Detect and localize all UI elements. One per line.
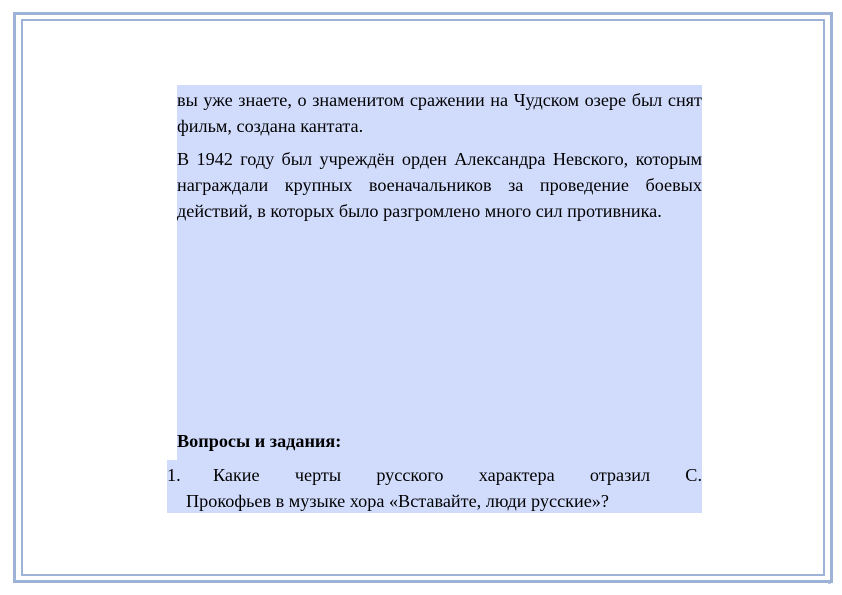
list-item-number: 1. xyxy=(167,465,181,485)
list-item-text-line-1: Какие черты русского характера отразил С. xyxy=(213,465,702,485)
list-item-text-line-2: Прокофьев в музыке хора «Вставайте, люди русские»? xyxy=(186,491,609,511)
section-heading: Вопросы и задания: xyxy=(177,431,342,451)
paragraph-1: вы уже знаете, о знаменитом сражении на Чудском озере был снят фильм, создана кантата. xyxy=(177,90,702,136)
text-highlight-background xyxy=(177,85,702,463)
paragraph-2: В 1942 году был учреждён орден Александра Невского, которым награждали крупных военачальников за проведение боевых действий, в которых было разгромлено много сил противника. xyxy=(177,149,702,221)
